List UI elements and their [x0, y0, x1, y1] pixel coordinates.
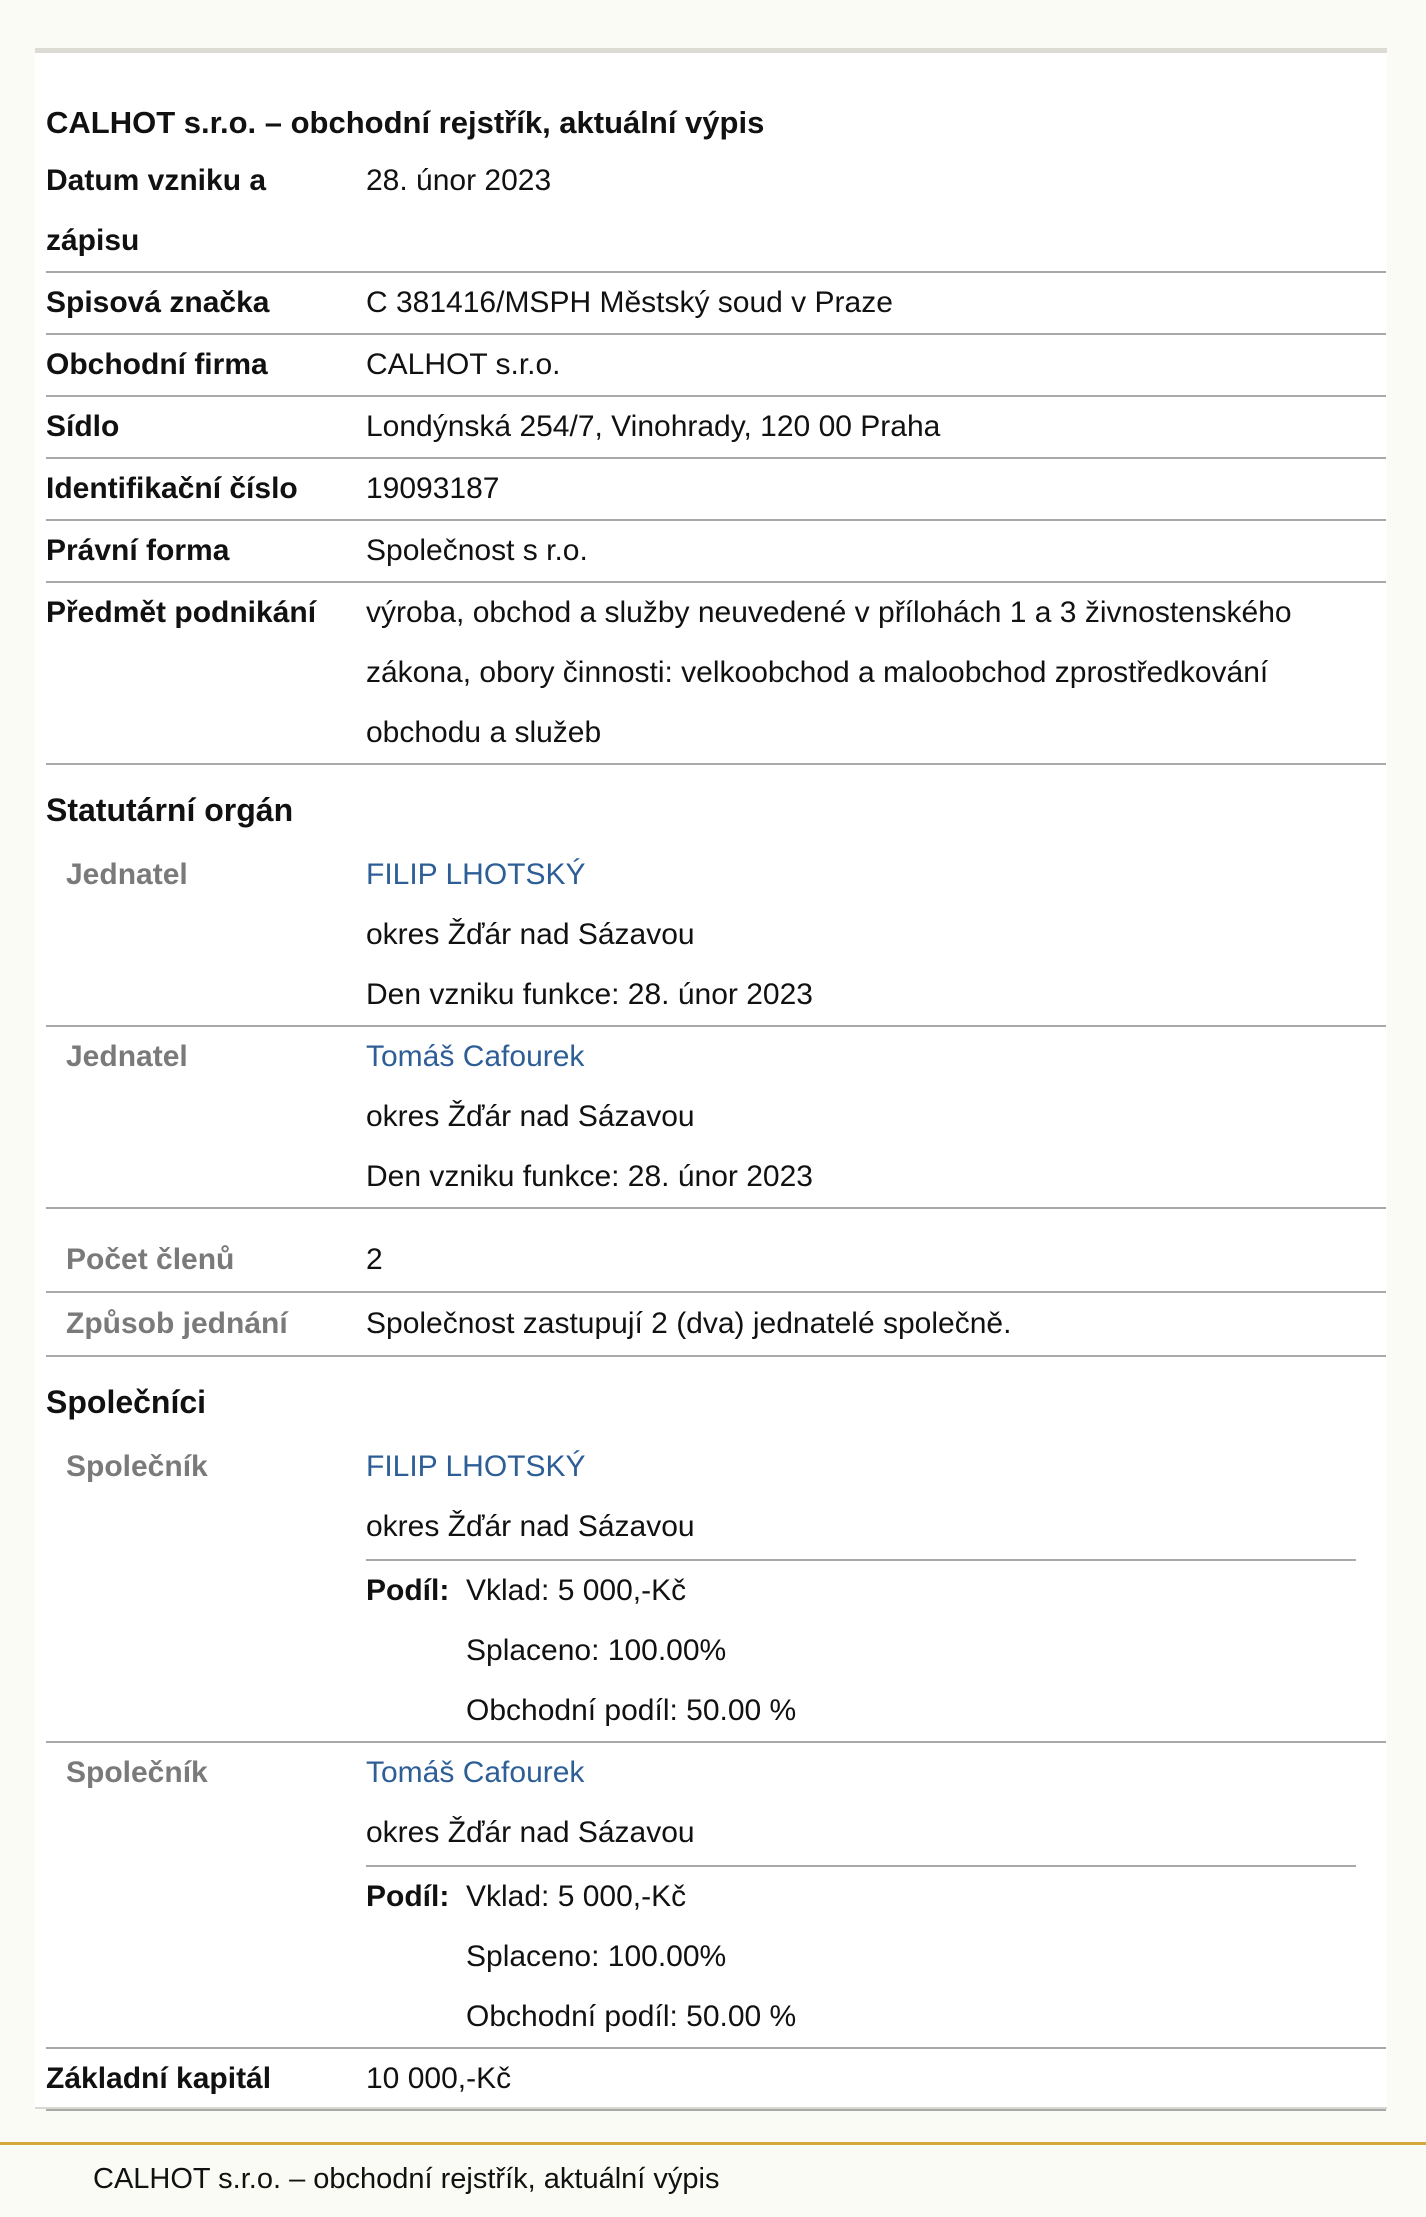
member-name-link[interactable]: Tomáš Cafourek [366, 1040, 585, 1073]
row-company-name [46, 335, 1386, 397]
share-deposit: Vklad: 5 000,-Kč [466, 1880, 687, 1913]
partner-share [366, 1867, 1386, 2047]
row-value: 2 [366, 1243, 383, 1276]
partner-district: okres Žďár nad Sázavou [366, 1510, 695, 1543]
share-label: Podíl: [366, 1880, 450, 1913]
row-value: 10 000,-Kč [366, 2062, 512, 2095]
footer-text: CALHOT s.r.o. – obchodní rejstřík, aktuální výpis [93, 2163, 720, 2195]
row-value: 28. únor 2023 [366, 164, 552, 197]
member-details [366, 1027, 1386, 1207]
row-label: Spisová značka [46, 286, 270, 319]
row-label: Základní kapitál [46, 2062, 272, 2095]
statutory-member [46, 1027, 1386, 1209]
share-label: Podíl: [366, 1574, 450, 1607]
row-acting-method [46, 1293, 1386, 1357]
partner-role: Společník [66, 1450, 208, 1483]
row-id-number [46, 459, 1386, 521]
row-value: Londýnská 254/7, Vinohrady, 120 00 Praha [366, 410, 941, 443]
share-deposit: Vklad: 5 000,-Kč [466, 1574, 687, 1607]
member-since: Den vzniku funkce: 28. únor 2023 [366, 1160, 813, 1193]
document-title: CALHOT s.r.o. – obchodní rejstřík, aktuální výpis [46, 105, 765, 140]
row-label: Sídlo [46, 410, 120, 443]
partner-share [366, 1561, 1386, 1741]
partner-name-link[interactable]: Tomáš Cafourek [366, 1756, 585, 1789]
row-label: Právní forma [46, 534, 230, 567]
row-value: 19093187 [366, 472, 500, 505]
partner [46, 1743, 1386, 2049]
member-details [366, 845, 1386, 1025]
row-date-of-registration [46, 151, 1386, 273]
row-value: C 381416/MSPH Městský soud v Praze [366, 286, 893, 319]
share-percent: Obchodní podíl: 50.00 % [466, 1694, 797, 1727]
row-member-count [46, 1209, 1386, 1293]
row-label: Způsob jednání [66, 1307, 288, 1340]
row-seat [46, 397, 1386, 459]
member-district: okres Žďár nad Sázavou [366, 1100, 695, 1133]
share-percent: Obchodní podíl: 50.00 % [466, 2000, 797, 2033]
row-value: výroba, obchod a služby neuvedené v přílohách 1 a 3 živnostenského zákona, obory činnosti: velkoobchod a maloobchod zprostředkování obchodu a služeb [366, 596, 1292, 749]
row-value: CALHOT s.r.o. [366, 348, 561, 381]
section-heading-statutory: Statutární orgán [46, 792, 294, 828]
share-values [466, 1561, 796, 1741]
row-registered-capital [46, 2049, 1386, 2111]
member-role: Jednatel [66, 1040, 188, 1073]
member-role: Jednatel [66, 858, 188, 891]
row-label: Obchodní firma [46, 348, 268, 381]
register-extract [46, 95, 1386, 2111]
member-name-link[interactable]: FILIP LHOTSKÝ [366, 858, 586, 891]
row-file-number [46, 273, 1386, 335]
statutory-member [46, 845, 1386, 1027]
partner-details [366, 1437, 1386, 1741]
row-legal-form [46, 521, 1386, 583]
member-district: okres Žďár nad Sázavou [366, 918, 695, 951]
partner-role: Společník [66, 1756, 208, 1789]
share-paid: Splaceno: 100.00% [466, 1634, 727, 1667]
row-value: Společnost zastupují 2 (dva) jednatelé společně. [366, 1307, 1012, 1340]
row-label: Identifikační číslo [46, 472, 298, 505]
row-label: Datum vzniku a zápisu [46, 164, 267, 257]
partner [46, 1437, 1386, 1743]
register-extract-card [35, 48, 1387, 2109]
row-label: Předmět podnikání [46, 596, 317, 629]
row-business-subject [46, 583, 1386, 765]
section-heading-partners: Společníci [46, 1384, 207, 1420]
partner-details [366, 1743, 1386, 2047]
row-label: Počet členů [66, 1243, 235, 1276]
member-since: Den vzniku funkce: 28. únor 2023 [366, 978, 813, 1011]
row-value: Společnost s r.o. [366, 534, 588, 567]
page-footer [0, 2142, 1426, 2217]
partner-name-link[interactable]: FILIP LHOTSKÝ [366, 1450, 586, 1483]
share-paid: Splaceno: 100.00% [466, 1940, 727, 1973]
partner-district: okres Žďár nad Sázavou [366, 1816, 695, 1849]
share-values [466, 1867, 796, 2047]
